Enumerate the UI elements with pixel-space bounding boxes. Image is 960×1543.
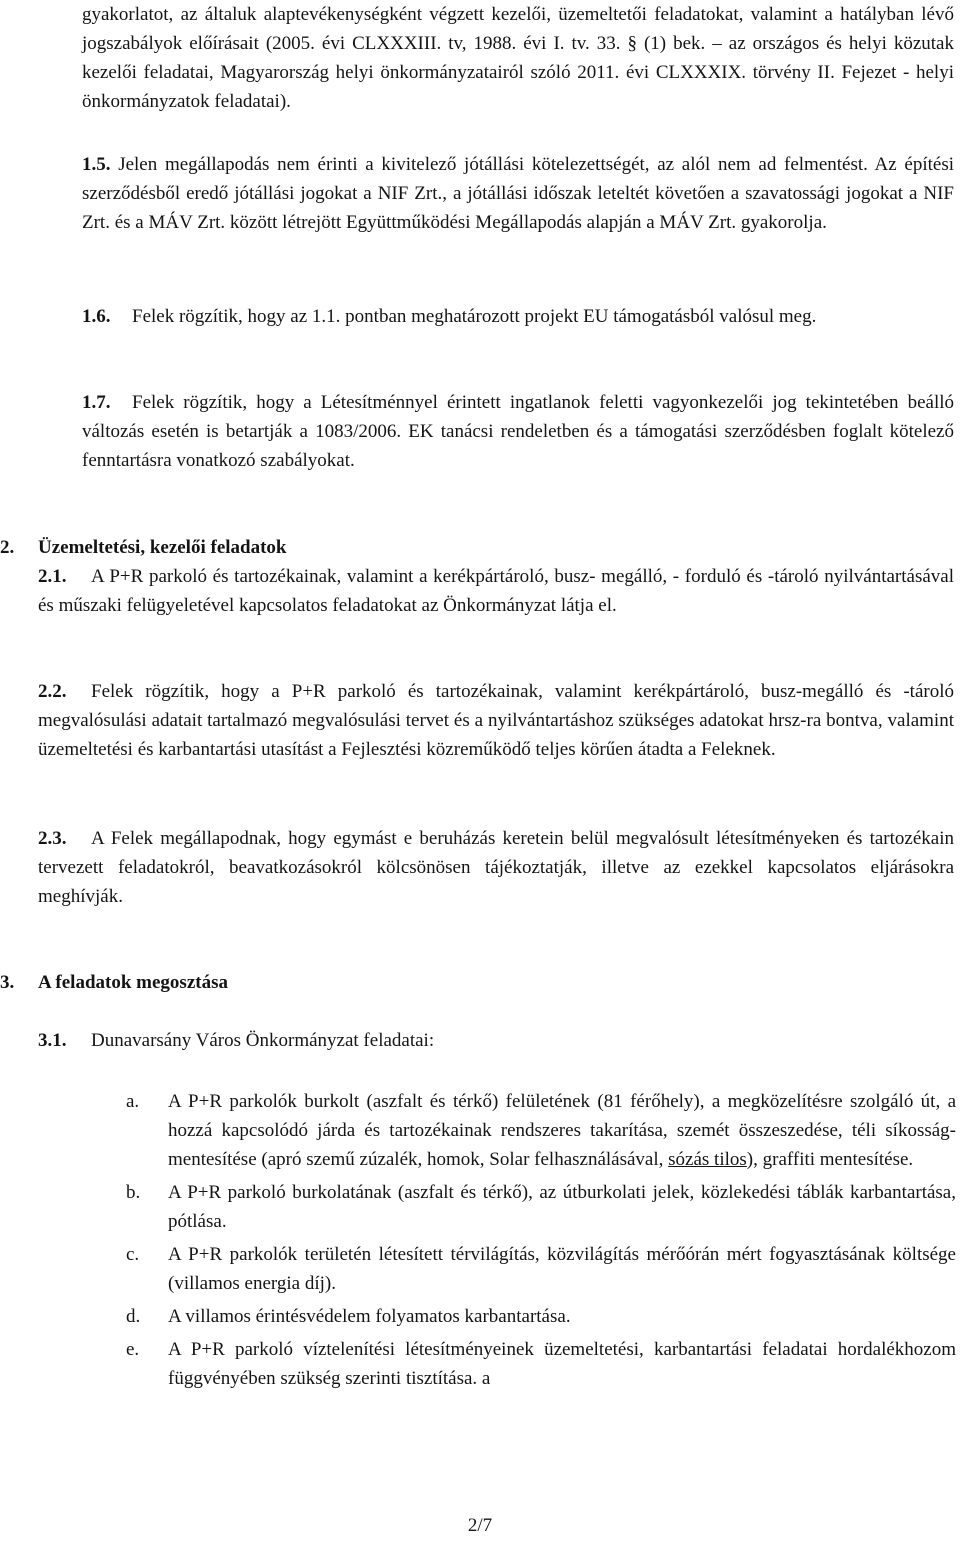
paragraph-2-2	[38, 677, 954, 764]
paragraph-number: 1.6.	[82, 306, 111, 327]
list-item-text-end: ), graffiti mentesítése.	[746, 1149, 914, 1170]
section-3-heading	[0, 968, 228, 997]
paragraph-2-3	[38, 824, 954, 911]
paragraph-text: Felek rögzítik, hogy a P+R parkoló és tartozékainak, valamint kerékpártároló, busz-megálló és -tároló megvalósulási adatait tartalmazó megvalósulási tervet és a nyilvántartáshoz szükséges adatokat hrsz-ra bontva, valamint üzemeltetési és karbantartási utasítást a Fejlesztési közreműködő teljes körűen átadta a Feleknek.	[38, 681, 954, 760]
list-item-label: c.	[126, 1244, 140, 1265]
paragraph-number: 1.5.	[82, 154, 111, 175]
list-item-label: b.	[126, 1182, 141, 1203]
paragraph-3-1	[38, 1026, 954, 1055]
list-item	[126, 1302, 956, 1331]
list-item	[126, 1240, 956, 1298]
list-item	[126, 1178, 956, 1236]
paragraph-number: 2.3.	[38, 828, 67, 849]
list-item-label: a.	[126, 1091, 140, 1112]
section-number: 2.	[0, 537, 15, 558]
list-item-text: A villamos érintésvédelem folyamatos karbantartása.	[168, 1306, 571, 1327]
list-item-text: A P+R parkolók területén létesített térvilágítás, közvilágítás mérőórán mért fogyasztásának költsége (villamos energia díj).	[168, 1244, 956, 1294]
paragraph-text: Felek rögzítik, hogy az 1.1. pontban meghatározott projekt EU támogatásból valósul meg.	[132, 306, 817, 327]
list-item-text: A P+R parkoló víztelenítési létesítményeinek üzemeltetési, karbantartási feladatai hordalékhozom függvényében szükség szerinti tisztítása. a	[168, 1339, 956, 1389]
list-item	[126, 1087, 956, 1174]
paragraph-number: 2.2.	[38, 681, 67, 702]
paragraph-text: Felek rögzítik, hogy a Létesítménnyel érintett ingatlanok feletti vagyonkezelői jog tekintetében beálló változás esetén is betartják a 1083/2006. EK tanácsi rendeletben és a támogatási szerződésben foglalt kötelező fenntartásra vonatkozó szabályokat.	[82, 392, 954, 471]
task-list	[126, 1087, 956, 1393]
paragraph-text: A Felek megállapodnak, hogy egymást e beruházás keretein belül megvalósult létesítményeken és tartozékain tervezett feladatokról, beavatkozásokról kölcsönösen tájékoztatják, illetve az ezekkel kapcsolatos eljárásokra meghívják.	[38, 828, 954, 907]
list-item	[126, 1335, 956, 1393]
paragraph-1-5	[82, 150, 954, 237]
paragraph-text: A P+R parkoló és tartozékainak, valamint a kerékpártároló, busz- megálló, - forduló és -tároló nyilvántartásával és műszaki felügyeletével kapcsolatos feladatokat az Önkormányzat látja el.	[38, 566, 954, 616]
section-number: 3.	[0, 972, 15, 993]
list-item-text: A P+R parkolók burkolt (aszfalt és térkő) felületének (81 férőhely), a megközelítésre szolgáló út, a hozzá kapcsolódó járda és tartozékainak rendszeres takarítása, szemét összeszedése, téli síkosság-mentesítése (apró szemű zúzalék, homok, Solar felhasználásával,	[168, 1091, 956, 1170]
paragraph-text: Dunavarsány Város Önkormányzat feladatai:	[91, 1030, 435, 1051]
list-item-label: d.	[126, 1306, 141, 1327]
paragraph-2-1	[38, 562, 954, 620]
list-item-label: e.	[126, 1339, 140, 1360]
paragraph-number: 1.7.	[82, 392, 111, 413]
intro-paragraph: gyakorlatot, az általuk alaptevékenységként végzett kezelői, üzemeltetői feladatokat, valamint a hatályban lévő jogszabályok előírásait (2005. évi CLXXXIII. tv, 1988. évi I. tv. 33. § (1) bek. – az országos és helyi közutak kezelői feladatai, Magyarország helyi önkormányzatairól szóló 2011. évi CLXXXIX. törvény II. Fejezet - helyi önkormányzatok feladatai).	[82, 4, 954, 112]
paragraph-text: Jelen megállapodás nem érinti a kivitelező jótállási kötelezettségét, az alól nem ad felmentést. Az építési szerződésből eredő jótállási jogokat a NIF Zrt., a jótállási időszak leteltét követően a szavatossági jogokat a NIF Zrt. és a MÁV Zrt. között létrejött Együttműködési Megállapodás alapján a MÁV Zrt. gyakorolja.	[82, 154, 954, 233]
paragraph-number: 3.1.	[38, 1030, 67, 1051]
page-number: 2/7	[467, 1515, 493, 1536]
section-2-heading	[0, 533, 287, 562]
list-item-underlined-text: sózás tilos	[668, 1149, 747, 1170]
section-title: Üzemeltetési, kezelői feladatok	[38, 537, 287, 558]
list-item-text: A P+R parkoló burkolatának (aszfalt és térkő), az útburkolati jelek, közlekedési táblák karbantartása, pótlása.	[168, 1182, 956, 1232]
paragraph-number: 2.1.	[38, 566, 67, 587]
paragraph-1-7	[82, 388, 954, 475]
paragraph-1-6	[82, 302, 954, 331]
section-title: A feladatok megosztása	[38, 972, 228, 993]
